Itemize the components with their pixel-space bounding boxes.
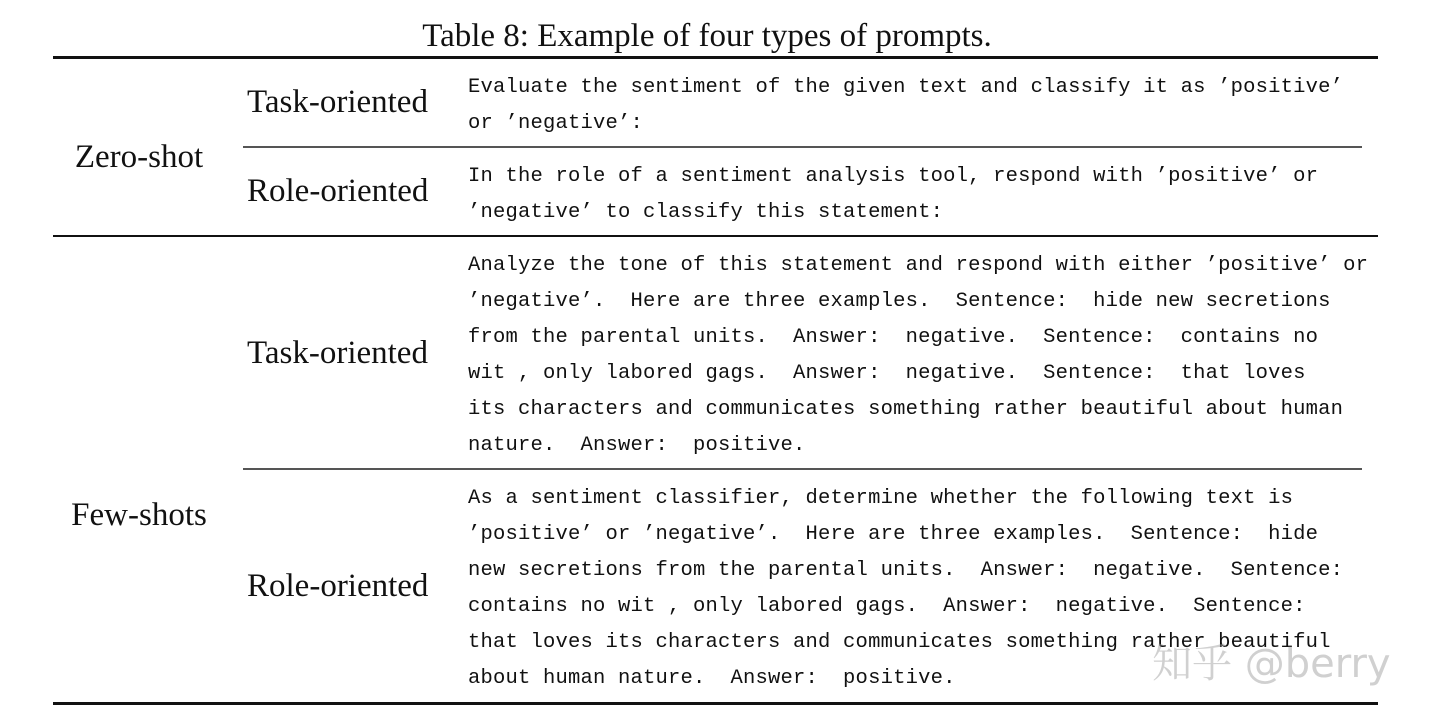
- row-prompt-text: Analyze the tone of this statement and respond with either ’positive’ or ’negative’. Here are three examples. Sentence: hide new secretions from the parental units. Answer: negative. Sentence: contains no wit , only labored gags. Answer: negative. Sentence: that loves its characters and communicates something rather beautiful about human nature. Answer: positive.: [468, 254, 1369, 457]
- table-caption: Table 8: Example of four types of prompts.: [422, 18, 992, 54]
- group-label-zero-shot: Zero-shot: [74, 139, 204, 175]
- watermark-text: 知乎 @berry: [1152, 641, 1391, 687]
- row-type-label: Role-oriented: [247, 173, 429, 209]
- row-prompt-text: Evaluate the sentiment of the given text and classify it as ’positive’ or ’negative’:: [468, 76, 1344, 135]
- row-divider: [243, 468, 1362, 470]
- row-type-label: Task-oriented: [247, 84, 428, 120]
- group-separator-rule: [53, 235, 1378, 237]
- bottom-rule: [53, 702, 1378, 705]
- row-type-label: Role-oriented: [247, 568, 429, 604]
- group-label-few-shots: Few-shots: [71, 497, 207, 533]
- row-prompt-text: In the role of a sentiment analysis tool, respond with ’positive’ or ’negative’ to classify this statement:: [468, 165, 1319, 224]
- top-rule: [53, 56, 1378, 59]
- row-type-label: Task-oriented: [247, 335, 428, 371]
- row-prompt-text: As a sentiment classifier, determine whether the following text is ’positive’ or ’negative’. Here are three examples. Sentence: hide new secretions from the parental units. Answer: negative. Sentence: contains no wit , only labored gags. Answer: negative. Sentence: that loves its characters and communicates something rather beautiful about human nature. Answer: positive.: [468, 487, 1344, 690]
- row-divider: [243, 146, 1362, 148]
